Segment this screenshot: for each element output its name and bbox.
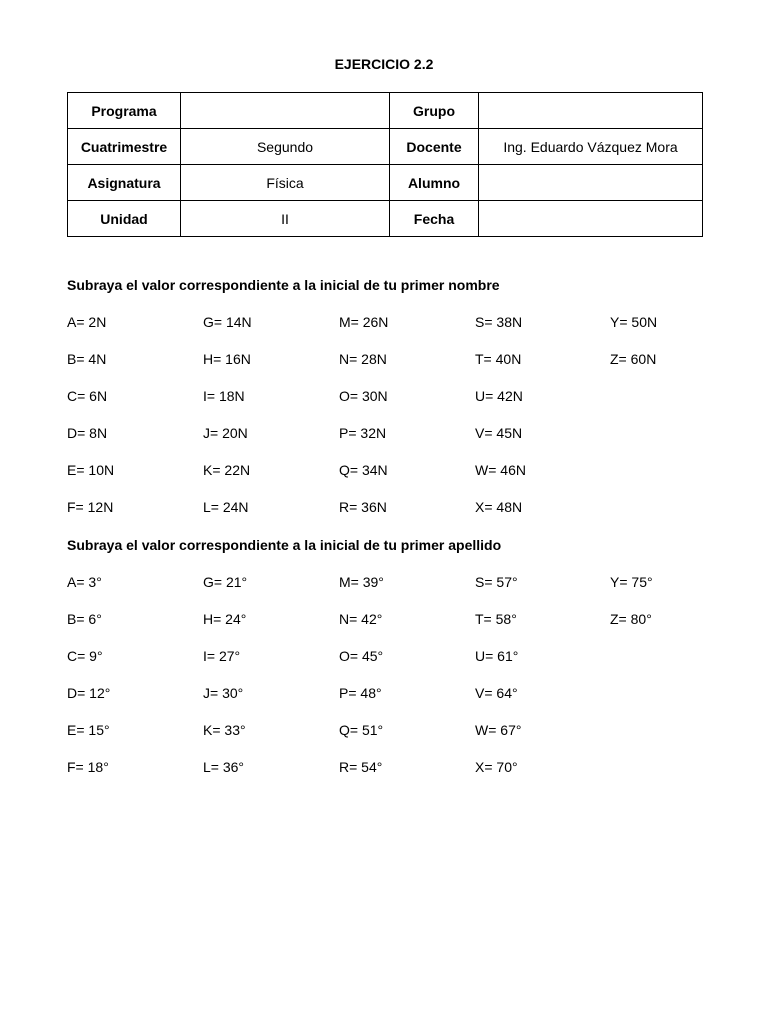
grid-row xyxy=(67,499,747,519)
value-programa xyxy=(181,93,390,129)
label-fecha: Fecha xyxy=(390,201,479,237)
grid-cell[interactable]: A= 3° xyxy=(67,574,102,590)
value-docente: Ing. Eduardo Vázquez Mora xyxy=(479,129,703,165)
page-title: EJERCICIO 2.2 xyxy=(334,56,434,72)
grid-cell[interactable]: T= 40N xyxy=(475,351,522,367)
grid-cell[interactable]: Y= 50N xyxy=(610,314,658,330)
label-docente: Docente xyxy=(390,129,479,165)
grid-cell[interactable]: K= 22N xyxy=(203,462,251,478)
grid-cell[interactable]: V= 64° xyxy=(475,685,518,701)
grid-cell[interactable]: C= 9° xyxy=(67,648,103,664)
grid-row xyxy=(67,759,747,779)
grid-cell[interactable]: F= 12N xyxy=(67,499,114,515)
grid-cell[interactable]: W= 46N xyxy=(475,462,526,478)
label-cuatrimestre: Cuatrimestre xyxy=(68,129,181,165)
grid-cell[interactable]: J= 20N xyxy=(203,425,248,441)
grid-cell[interactable]: R= 54° xyxy=(339,759,383,775)
grid-cell[interactable]: V= 45N xyxy=(475,425,523,441)
grid-cell[interactable]: A= 2N xyxy=(67,314,107,330)
grid-cell[interactable]: Z= 80° xyxy=(610,611,652,627)
grid-cell[interactable]: W= 67° xyxy=(475,722,522,738)
grid-cell[interactable]: J= 30° xyxy=(203,685,244,701)
grid-cell[interactable]: R= 36N xyxy=(339,499,387,515)
grid-cell[interactable]: U= 61° xyxy=(475,648,519,664)
grid-cell[interactable]: M= 26N xyxy=(339,314,389,330)
value-alumno xyxy=(479,165,703,201)
grid-cell[interactable]: L= 24N xyxy=(203,499,249,515)
grid-cell[interactable]: P= 48° xyxy=(339,685,382,701)
grid-row xyxy=(67,314,747,334)
grid-row xyxy=(67,685,747,705)
grid-cell[interactable]: B= 6° xyxy=(67,611,102,627)
section-heading-nombre: Subraya el valor correspondiente a la inicial de tu primer nombre xyxy=(67,277,500,293)
grid-cell[interactable]: G= 14N xyxy=(203,314,252,330)
grid-row xyxy=(67,611,747,631)
grid-cell[interactable]: B= 4N xyxy=(67,351,107,367)
grid-row xyxy=(67,351,747,371)
grid-cell[interactable]: X= 48N xyxy=(475,499,523,515)
grid-cell[interactable]: F= 18° xyxy=(67,759,109,775)
grid-row xyxy=(67,462,747,482)
grid-cell[interactable]: Q= 34N xyxy=(339,462,388,478)
grid-cell[interactable]: G= 21° xyxy=(203,574,248,590)
grid-cell[interactable]: N= 42° xyxy=(339,611,383,627)
grid-cell[interactable]: Y= 75° xyxy=(610,574,653,590)
value-asignatura: Física xyxy=(181,165,390,201)
grid-cell[interactable]: Z= 60N xyxy=(610,351,657,367)
info-table xyxy=(67,92,703,237)
label-programa: Programa xyxy=(68,93,181,129)
grid-cell[interactable]: I= 27° xyxy=(203,648,241,664)
grid-cell[interactable]: H= 16N xyxy=(203,351,251,367)
grid-cell[interactable]: X= 70° xyxy=(475,759,518,775)
grid-cell[interactable]: Q= 51° xyxy=(339,722,384,738)
value-cuatrimestre: Segundo xyxy=(181,129,390,165)
info-row-asignatura xyxy=(68,165,703,201)
grid-cell[interactable]: E= 15° xyxy=(67,722,110,738)
grid-cell[interactable]: D= 12° xyxy=(67,685,111,701)
grid-cell[interactable]: O= 30N xyxy=(339,388,388,404)
grid-cell[interactable]: O= 45° xyxy=(339,648,384,664)
grid-cell[interactable]: I= 18N xyxy=(203,388,245,404)
label-unidad: Unidad xyxy=(68,201,181,237)
grid-cell[interactable]: M= 39° xyxy=(339,574,384,590)
label-grupo: Grupo xyxy=(390,93,479,129)
value-fecha xyxy=(479,201,703,237)
grid-cell[interactable]: K= 33° xyxy=(203,722,246,738)
grid-cell[interactable]: D= 8N xyxy=(67,425,108,441)
grid-cell[interactable]: C= 6N xyxy=(67,388,108,404)
grid-cell[interactable]: E= 10N xyxy=(67,462,115,478)
grid-cell[interactable]: P= 32N xyxy=(339,425,387,441)
grid-row xyxy=(67,648,747,668)
label-alumno: Alumno xyxy=(390,165,479,201)
label-asignatura: Asignatura xyxy=(68,165,181,201)
value-grupo xyxy=(479,93,703,129)
grid-row xyxy=(67,425,747,445)
grid-row xyxy=(67,388,747,408)
section-heading-apellido: Subraya el valor correspondiente a la inicial de tu primer apellido xyxy=(67,537,502,553)
grid-cell[interactable]: S= 38N xyxy=(475,314,523,330)
grid-cell[interactable]: H= 24° xyxy=(203,611,247,627)
grid-cell[interactable]: S= 57° xyxy=(475,574,518,590)
value-unidad: II xyxy=(181,201,390,237)
info-row-unidad xyxy=(68,201,703,237)
grid-cell[interactable]: U= 42N xyxy=(475,388,523,404)
grid-cell[interactable]: N= 28N xyxy=(339,351,387,367)
info-row-programa xyxy=(68,93,703,129)
grid-row xyxy=(67,722,747,742)
grid-cell[interactable]: L= 36° xyxy=(203,759,245,775)
grid-cell[interactable]: T= 58° xyxy=(475,611,517,627)
grid-row xyxy=(67,574,747,594)
info-row-cuatrimestre xyxy=(68,129,703,165)
